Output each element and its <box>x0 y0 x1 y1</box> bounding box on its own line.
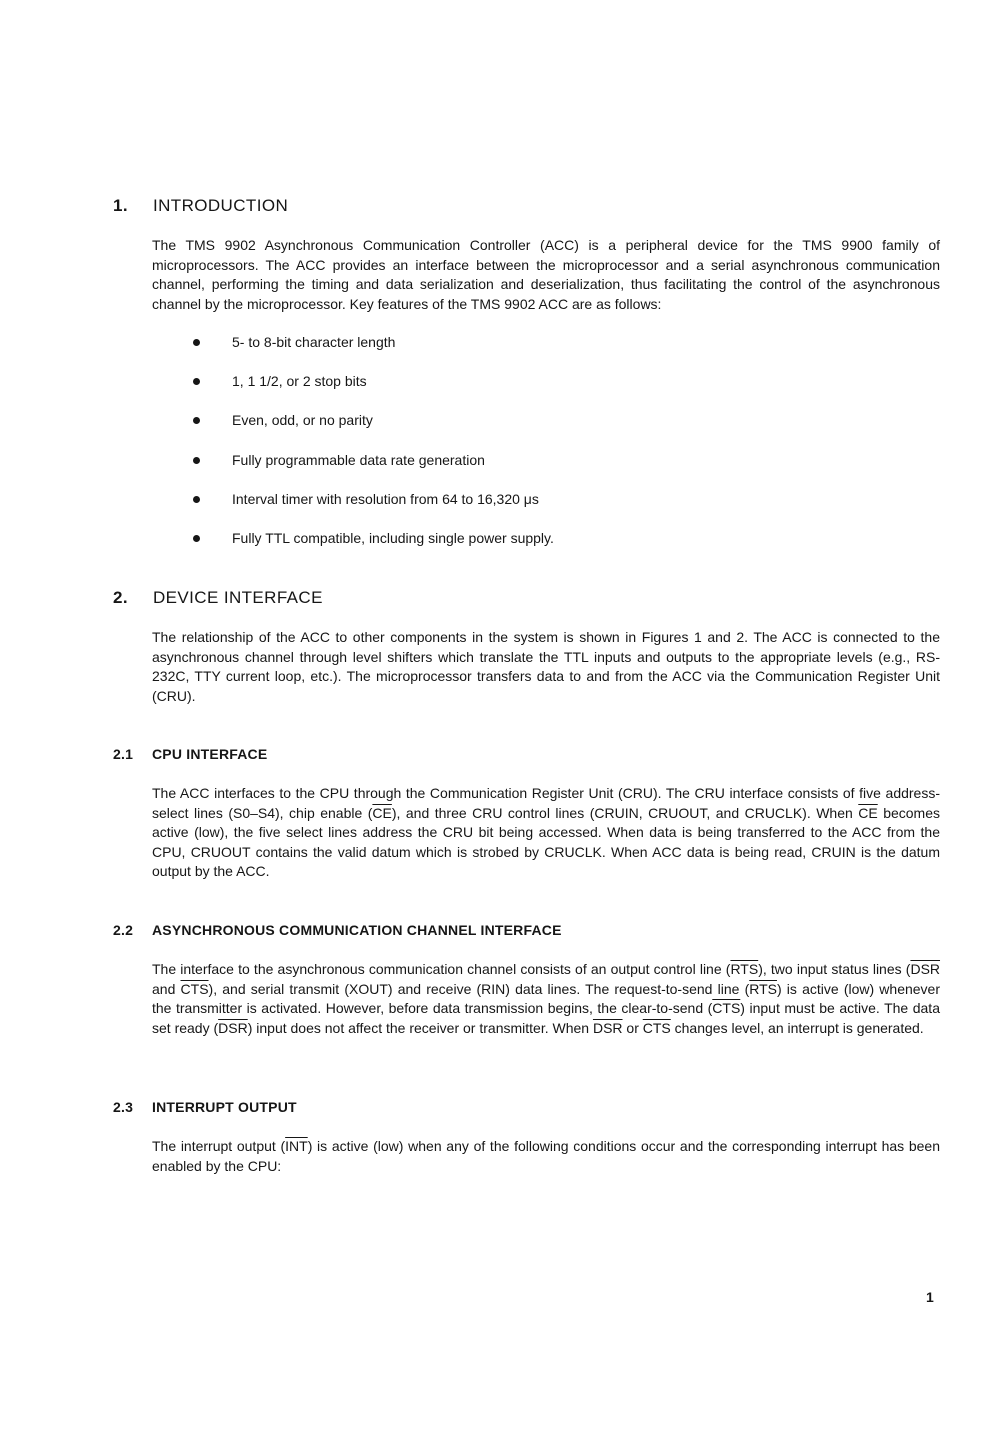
section-2-2-paragraph <box>152 960 940 1038</box>
section-1-paragraph: The TMS 9902 Asynchronous Communication Controller (ACC) is a peripheral device for the TMS 9900 family of microprocessors. The ACC provides an interface between the microprocessor and a serial asynchronous communication channel, performing the timing and data serialization and deserialization, thus facilitating the control of the asynchronous channel by the microprocessor. Key features of the TMS 9902 ACC are as follows: <box>152 237 940 312</box>
signal-rts: $\overline{RTS}$ <box>730 961 759 977</box>
text-run: ), and three CRU control lines (CRUIN, CRUOUT, and CRUCLK). When <box>391 804 859 821</box>
signal-dsr: $\overline{DSR}$ <box>910 961 941 977</box>
section-2-title: DEVICE INTERFACE <box>153 588 323 607</box>
text-run: ) input must be active. The data set ready ( <box>152 1000 940 1036</box>
section-2-3-title: INTERRUPT OUTPUT <box>152 1099 297 1115</box>
signal-int: $\overline{INT}$ <box>285 1138 308 1154</box>
text-run: The interrupt output ( <box>152 1138 286 1154</box>
text-run: changes level, an interrupt is generated. <box>670 1019 924 1036</box>
list-item-text: 5- to 8-bit character length <box>232 334 396 350</box>
text-run: becomes active (low), the five select lines address the CRU bit being accessed. When data is being transferred to the ACC from the CPU, CRUOUT contains the valid datum which is strobed by CRUCLK. When ACC data is being read, CRUIN is the datum output by the ACC. <box>152 804 941 880</box>
section-2-3-number: 2.3 <box>113 1099 134 1115</box>
section-2-paragraph: The relationship of the ACC to other components in the system is shown in Figures 1 and 2. The ACC is connected to the asynchronous channel through level shifters which translate the TTL inputs and outputs to the appropriate levels (e.g., RS-232C, TTY current loop, etc.). The microprocessor transfers data to and from the ACC via the Communication Register Unit (CRU). <box>152 629 940 704</box>
signal-ce: $\overline{CE}$ <box>372 804 392 821</box>
bullet-icon <box>193 339 200 346</box>
bullet-icon <box>193 378 200 385</box>
text-run: ) input does not affect the receiver or transmitter. When <box>247 1019 593 1036</box>
signal-ce: $\overline{CE}$ <box>858 804 878 821</box>
section-1-number: 1. <box>113 196 128 215</box>
section-2-1-number: 2.1 <box>113 746 134 762</box>
signal-cts: $\overline{CTS}$ <box>180 980 209 997</box>
text-run: ), and serial transmit (XOUT) and receive (RIN) data lines. The request-to-send line ( <box>208 980 750 997</box>
signal-dsr: $\overline{DSR}$ <box>218 1019 248 1036</box>
bullet-icon <box>193 535 200 542</box>
signal-rts: $\overline{RTS}$ <box>749 980 777 997</box>
signal-cts: $\overline{CTS}$ <box>712 1000 741 1017</box>
text-run: and <box>152 980 181 997</box>
text-run: ) is active (low) when any of the following conditions occur and the corresponding interrupt has been enabled by the CPU: <box>152 1138 940 1174</box>
list-item-text: Fully TTL compatible, including single power supply. <box>232 530 554 546</box>
section-2-2-number: 2.2 <box>113 922 134 938</box>
bullet-icon <box>193 496 200 503</box>
section-2-3-paragraph <box>152 1137 940 1176</box>
text-run: ), two input status lines ( <box>758 961 911 977</box>
section-2-2-title: ASYNCHRONOUS COMMUNICATION CHANNEL INTERFACE <box>152 922 562 938</box>
list-item-text: Even, odd, or no parity <box>232 412 373 428</box>
section-2-1-paragraph <box>152 784 940 882</box>
section-2-1-title: CPU INTERFACE <box>152 746 268 762</box>
list-item-text: Fully programmable data rate generation <box>232 452 485 468</box>
page-number: 1 <box>926 1289 934 1305</box>
text-run: ) is active (low) whenever the transmitter is activated. However, before data transmission begins, the clear-to-send ( <box>152 980 941 1017</box>
section-2-number: 2. <box>113 588 128 607</box>
signal-cts: $\overline{CTS}$ <box>642 1019 671 1036</box>
text-run: The ACC interfaces to the CPU through the Communication Register Unit (CRU). The CRU interface consists of five address-select lines (S0–S4), chip enable ( <box>152 785 940 821</box>
signal-dsr: $\overline{DSR}$ <box>592 1019 623 1036</box>
text-run: The interface to the asynchronous communication channel consists of an output control line ( <box>152 961 731 977</box>
text-run: or <box>622 1019 643 1036</box>
bullet-icon <box>193 417 200 424</box>
list-item-text: Interval timer with resolution from 64 to 16,320 μs <box>232 491 539 507</box>
list-item-text: 1, 1 1/2, or 2 stop bits <box>232 373 367 389</box>
section-1-title: INTRODUCTION <box>153 196 289 215</box>
bullet-icon <box>193 457 200 464</box>
